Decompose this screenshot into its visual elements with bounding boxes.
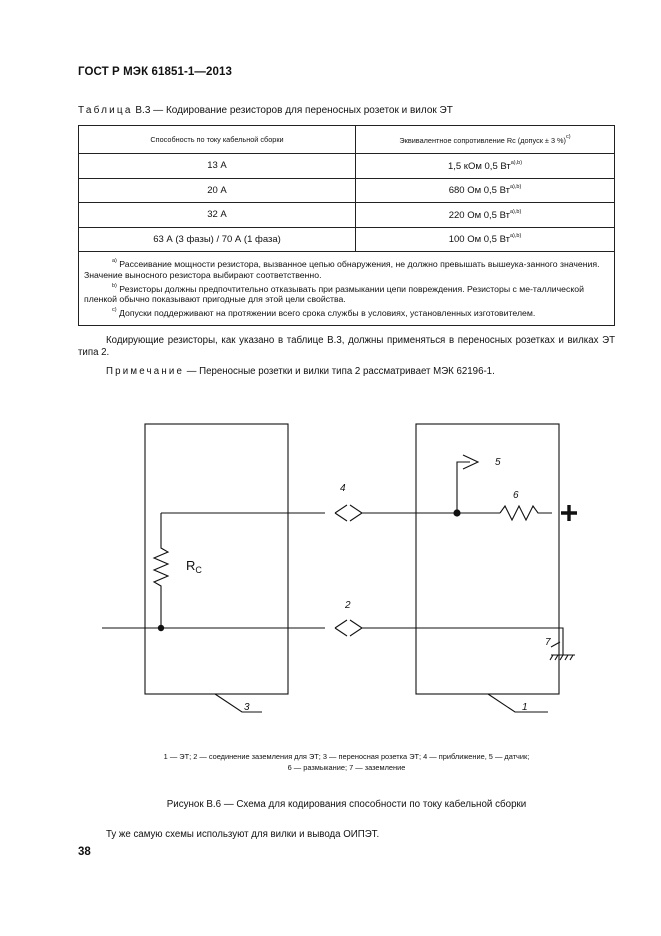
label-4: 4 bbox=[340, 483, 346, 494]
col2-header-footnote: c) bbox=[565, 134, 571, 140]
figure-legend bbox=[78, 751, 615, 773]
note-mark: c) bbox=[112, 307, 117, 314]
leader-1 bbox=[488, 694, 548, 712]
table-caption-text: В.3 — Кодирование резисторов для переносных розеток и вилок ЭТ bbox=[132, 105, 453, 116]
leader-3 bbox=[215, 694, 262, 712]
note-text: Допуски поддерживают на протяжении всего срока службы в условиях, установленных изготовителем. bbox=[116, 308, 536, 319]
note-mark: b) bbox=[112, 282, 117, 289]
rc-resistor bbox=[154, 513, 168, 628]
page-number: 38 bbox=[78, 846, 91, 858]
note-text: Резисторы должны предпочтительно отказывать при размыкании цепи повреждения. Резисторы с ме-таллической пленкой обычно показывают пригодные для этой цели свойства. bbox=[84, 283, 584, 305]
junction-dot bbox=[158, 625, 164, 631]
label-3: 3 bbox=[244, 702, 250, 713]
col1-header: Способность по току кабельной сборки bbox=[79, 126, 356, 154]
note-mark: a) bbox=[112, 258, 117, 264]
note-body: — Переносные розетки и вилки типа 2 рассматривает МЭК 62196-1. bbox=[184, 366, 495, 377]
footnote-mark: a),b) bbox=[509, 208, 522, 215]
current-cell: 20 А bbox=[79, 178, 356, 203]
socket-box bbox=[145, 424, 288, 694]
junction-dot bbox=[453, 509, 460, 516]
proximity-wire bbox=[161, 505, 500, 521]
figure-caption: Рисунок В.6 — Схема для кодирования способности по току кабельной сборки bbox=[166, 799, 527, 810]
current-cell: 63 А (3 фазы) / 70 А (1 фаза) bbox=[79, 227, 356, 252]
note-label: Примечание bbox=[106, 366, 185, 377]
legend-line: 1 — ЭТ; 2 — соединение заземления для ЭТ; 3 — переносная розетка ЭТ; 4 — приближение, 5 — датчик; bbox=[163, 752, 530, 761]
label-7: 7 bbox=[545, 637, 551, 648]
current-cell: 13 А bbox=[79, 154, 356, 179]
note-text: Рассеивание мощности резистора, вызванное цепью обнаружения, не должно превышать вышеука-занного значения. Значение выносного резистора выбирают соответственно. bbox=[84, 259, 600, 280]
col2-header: Эквивалентное сопротивление Rc (допуск ± 3 %) bbox=[399, 136, 566, 145]
resistance-value: 1,5 кОм 0,5 Вт bbox=[447, 160, 511, 172]
sensor-symbol bbox=[457, 455, 478, 513]
current-cell: 32 А bbox=[79, 203, 356, 228]
label-2: 2 bbox=[345, 600, 351, 611]
resistance-value: 220 Ом 0,5 Вт bbox=[448, 209, 510, 221]
document-header: ГОСТ Р МЭК 61851-1—2013 bbox=[78, 66, 232, 78]
label-6: 6 bbox=[513, 490, 519, 501]
label-5: 5 bbox=[495, 457, 501, 468]
paragraph-text: Кодирующие резисторы, как указано в таблице В.3, должны применяться в переносных розетках и вилках ЭТ типа 2. bbox=[78, 335, 615, 358]
footnote-mark: a),b) bbox=[510, 159, 523, 166]
label-1: 1 bbox=[522, 702, 528, 713]
ground-symbol bbox=[550, 655, 575, 660]
footnote-mark: a),b) bbox=[509, 184, 522, 191]
footnote-mark: a),b) bbox=[509, 233, 522, 240]
ground-wire bbox=[102, 620, 563, 655]
final-paragraph: Ту же самую схемы используют для вилки и вывода ОИПЭТ. bbox=[106, 829, 380, 840]
resistance-value: 100 Ом 0,5 Вт bbox=[448, 234, 510, 246]
table-caption-label: Таблица bbox=[78, 105, 133, 116]
ev-box bbox=[416, 424, 559, 694]
resistance-value: 680 Ом 0,5 Вт bbox=[448, 185, 510, 197]
legend-line: 6 — размыкание; 7 — заземление bbox=[287, 763, 406, 772]
rc-label: $R_C$ bbox=[186, 558, 202, 575]
switch-resistor bbox=[500, 506, 552, 520]
plus-icon bbox=[561, 505, 577, 521]
